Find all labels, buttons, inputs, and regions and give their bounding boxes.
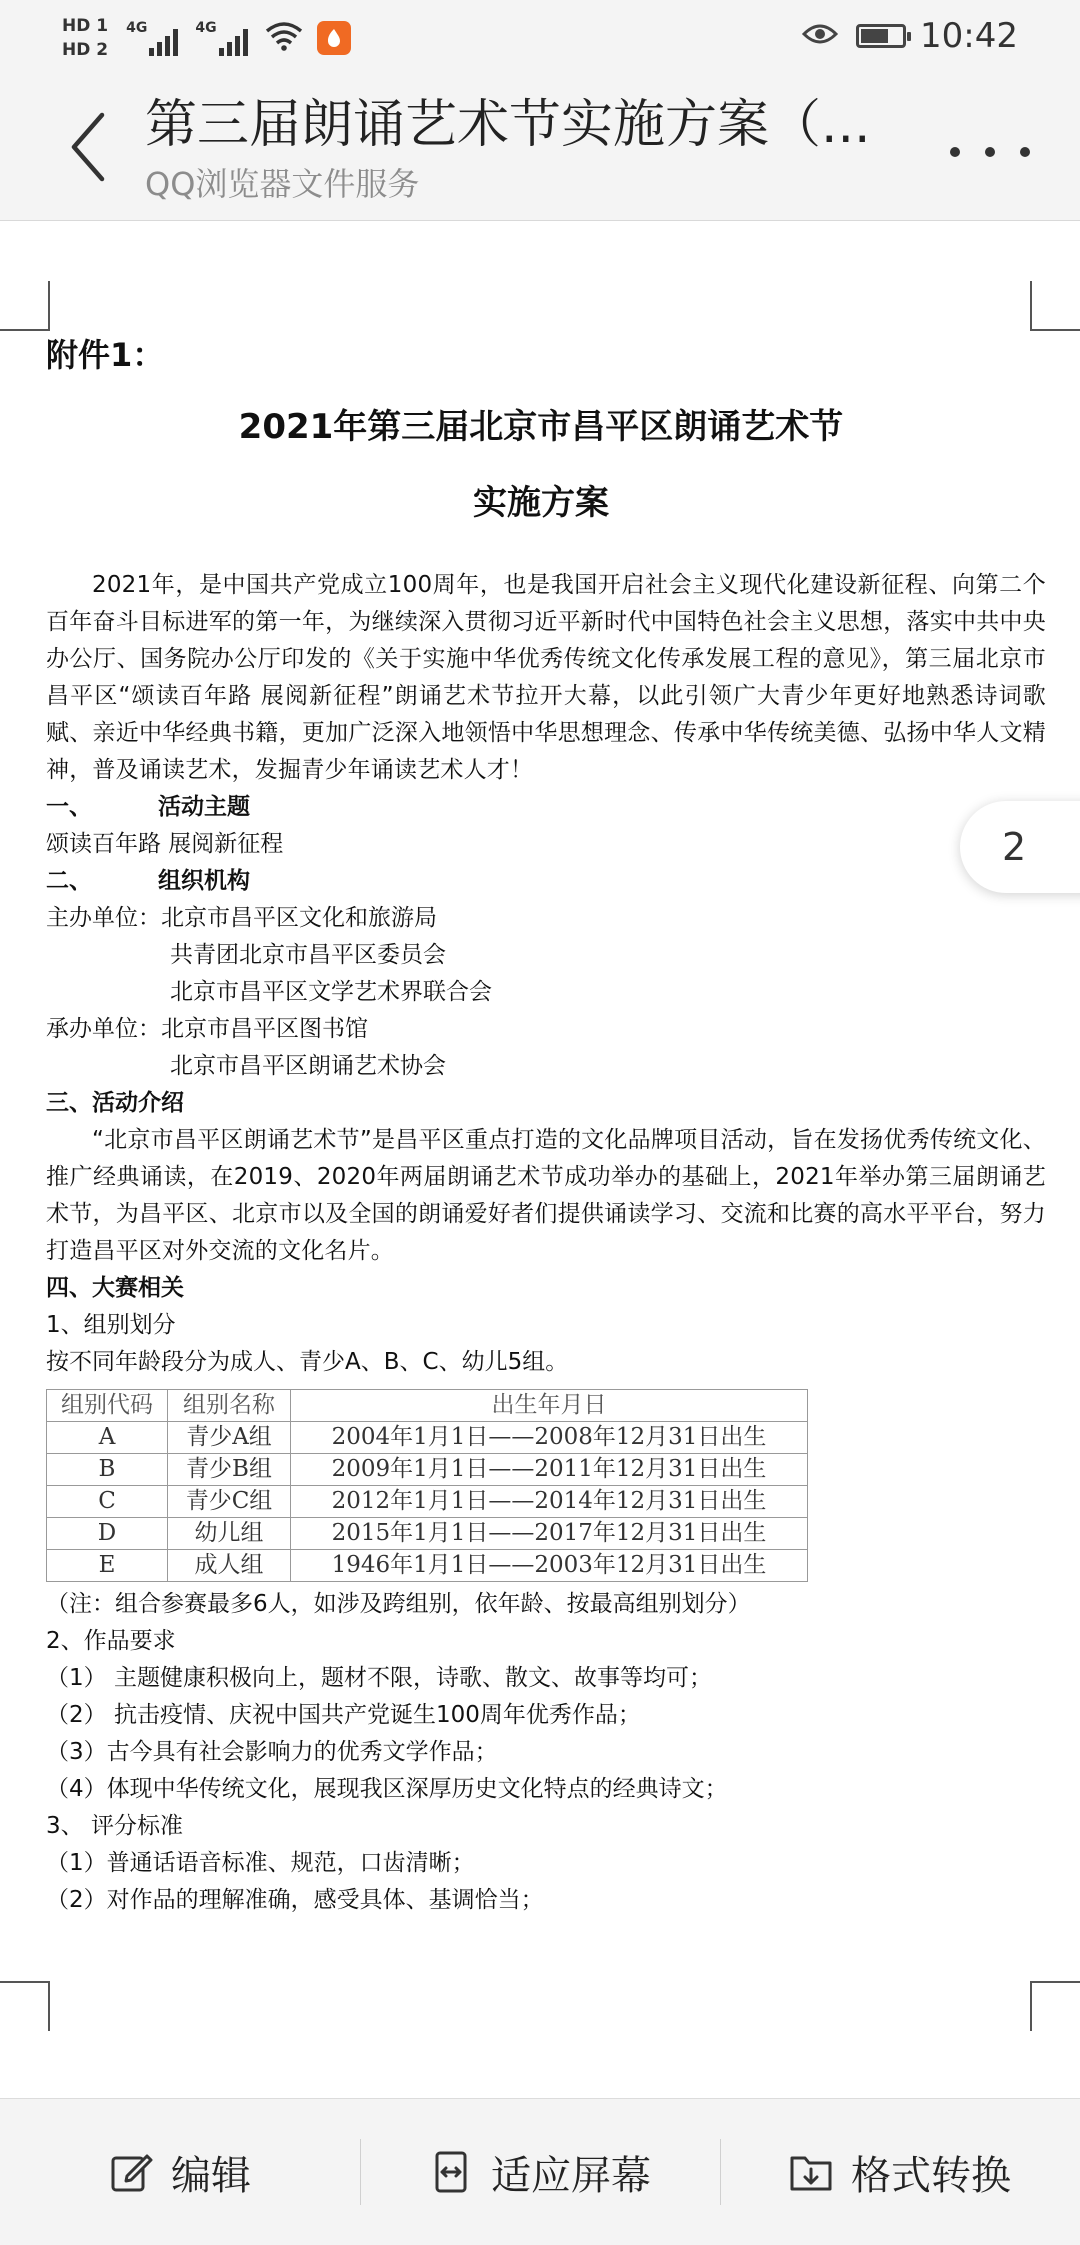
table-cell: E bbox=[47, 1550, 168, 1582]
hd1-label: HD 1 bbox=[62, 16, 109, 36]
fit-screen-icon bbox=[429, 2150, 473, 2194]
document-source: QQ浏览器文件服务 bbox=[145, 165, 420, 203]
subsection-heading: 1、组别划分 bbox=[46, 1312, 176, 1338]
section-heading-1 bbox=[46, 789, 1046, 826]
table-header-row bbox=[47, 1390, 808, 1422]
doc-title-line2: 实施方案 bbox=[473, 483, 609, 523]
organizer-label: 承办单位： bbox=[46, 1016, 161, 1042]
format-convert-icon bbox=[789, 2150, 833, 2194]
section-title: 活动主题 bbox=[158, 794, 250, 820]
group-table bbox=[46, 1389, 808, 1582]
status-bar bbox=[0, 0, 1080, 72]
host-unit: 北京市昌平区文学艺术界联合会 bbox=[170, 979, 492, 1005]
intro-paragraph: 2021年，是中国共产党成立100周年，也是我国开启社会主义现代化建设新征程、向第二个百年奋斗目标进军的第一年，为继续深入贯彻习近平新时代中国特色社会主义思想，落实中共中央办公厅、国务院办公厅印发的《关于实施中华优秀传统文化传承发展工程的意见》，第三届北京市昌平区“颂读百年路 展阅新征程”朗诵艺术节拉开大幕，以此引领广大青少年更好地熟悉诗词歌赋、亲近中华经典书籍，更加广泛深入地领悟中华思想理念、传承中华传统美德、弘扬中华人文精神，普及诵读艺术，发掘青少年诵读艺术人才！ bbox=[46, 572, 1046, 783]
signal-icon bbox=[126, 20, 181, 56]
back-button[interactable] bbox=[58, 102, 118, 192]
signal1-label: 4G bbox=[126, 20, 148, 36]
table-cell: 青少A组 bbox=[168, 1422, 291, 1454]
more-options-button[interactable] bbox=[950, 132, 1030, 172]
fit-screen-button[interactable] bbox=[360, 2099, 720, 2245]
signal-icon-2 bbox=[195, 20, 250, 56]
attachment-label: 附件1： bbox=[46, 336, 165, 374]
section-heading-4: 四、大赛相关 bbox=[46, 1275, 184, 1301]
app-header bbox=[0, 72, 1080, 221]
status-left bbox=[62, 10, 351, 66]
subsection-heading: 3、 评分标准 bbox=[46, 1813, 183, 1839]
requirement-item: （3）古今具有社会影响力的优秀文学作品； bbox=[46, 1739, 498, 1765]
signal2-label: 4G bbox=[195, 20, 217, 36]
more-dot-icon bbox=[985, 147, 995, 157]
edit-button[interactable] bbox=[0, 2099, 360, 2245]
edit-label: 编辑 bbox=[171, 2152, 251, 2199]
requirement-item: （1） 主题健康积极向上，题材不限，诗歌、散文、故事等均可； bbox=[46, 1665, 712, 1691]
hd-icon bbox=[62, 14, 108, 62]
host-unit: 北京市昌平区文化和旅游局 bbox=[161, 905, 437, 931]
table-cell: 1946年1月1日——2003年12月31日出生 bbox=[291, 1550, 808, 1582]
page-corner-mark bbox=[1030, 1981, 1080, 2031]
format-convert-button[interactable] bbox=[720, 2099, 1080, 2245]
section-heading-2 bbox=[46, 863, 1046, 900]
requirement-item: （2） 抗击疫情、庆祝中国共产党诞生100周年优秀作品； bbox=[46, 1702, 641, 1728]
page-number-indicator[interactable]: 2 bbox=[960, 801, 1080, 893]
organizer-unit: 北京市昌平区图书馆 bbox=[161, 1016, 368, 1042]
page-content bbox=[46, 331, 1046, 1919]
criteria-item: （2）对作品的理解准确，感受具体、基调恰当； bbox=[46, 1887, 544, 1913]
organizer-unit: 北京市昌平区朗诵艺术协会 bbox=[170, 1053, 446, 1079]
table-row bbox=[47, 1486, 808, 1518]
section-title: 组织机构 bbox=[158, 868, 250, 894]
back-arrow-icon bbox=[68, 111, 108, 183]
table-cell: A bbox=[47, 1422, 168, 1454]
table-cell: 幼儿组 bbox=[168, 1518, 291, 1550]
hd2-label: HD 2 bbox=[62, 40, 109, 60]
app-notification-icon bbox=[317, 21, 351, 55]
page-corner-mark bbox=[1030, 281, 1080, 331]
table-cell: 青少B组 bbox=[168, 1454, 291, 1486]
section-number: 二、 bbox=[46, 868, 92, 894]
clock: 10:42 bbox=[920, 16, 1018, 56]
wifi-icon bbox=[265, 21, 303, 55]
table-cell: 2012年1月1日——2014年12月31日出生 bbox=[291, 1486, 808, 1518]
document-viewer[interactable] bbox=[0, 221, 1080, 2098]
table-header-cell: 出生年月日 bbox=[291, 1390, 808, 1422]
host-row bbox=[46, 900, 1046, 937]
table-cell: D bbox=[47, 1518, 168, 1550]
criteria-item: （1）普通话语音标准、规范，口齿清晰； bbox=[46, 1850, 475, 1876]
more-dot-icon bbox=[950, 147, 960, 157]
table-row bbox=[47, 1550, 808, 1582]
table-cell: 成人组 bbox=[168, 1550, 291, 1582]
table-cell: 2009年1月1日——2011年12月31日出生 bbox=[291, 1454, 808, 1486]
format-convert-label: 格式转换 bbox=[851, 2152, 1011, 2199]
theme-text: 颂读百年路 展阅新征程 bbox=[46, 831, 284, 857]
activity-intro-paragraph: “北京市昌平区朗诵艺术节”是昌平区重点打造的文化品牌项目活动，旨在发扬优秀传统文化、推广经典诵读，在2019、2020年两届朗诵艺术节成功举办的基础上，2021年举办第三届朗诵艺术节，为昌平区、北京市以及全国的朗诵爱好者们提供诵读学习、交流和比赛的高水平平台，努力打造昌平区对外交流的文化名片。 bbox=[46, 1127, 1046, 1264]
table-cell: C bbox=[47, 1486, 168, 1518]
table-cell: 2015年1月1日——2017年12月31日出生 bbox=[291, 1518, 808, 1550]
table-cell: 青少C组 bbox=[168, 1486, 291, 1518]
table-row bbox=[47, 1454, 808, 1486]
edit-icon bbox=[109, 2150, 153, 2194]
table-row bbox=[47, 1422, 808, 1454]
section-heading-3: 三、活动介绍 bbox=[46, 1090, 184, 1116]
table-header-cell: 组别代码 bbox=[47, 1390, 168, 1422]
more-dot-icon bbox=[1020, 147, 1030, 157]
table-note: （注：组合参赛最多6人，如涉及跨组别，依年龄、按最高组别划分） bbox=[46, 1591, 751, 1617]
fit-screen-label: 适应屏幕 bbox=[491, 2152, 651, 2199]
host-label: 主办单位： bbox=[46, 905, 161, 931]
group-division-text: 按不同年龄段分为成人、青少A、B、C、幼儿5组。 bbox=[46, 1349, 569, 1375]
subsection-heading: 2、作品要求 bbox=[46, 1628, 176, 1654]
doc-title-line1: 2021年第三届北京市昌平区朗诵艺术节 bbox=[238, 407, 844, 447]
section-number: 一、 bbox=[46, 794, 92, 820]
table-row bbox=[47, 1518, 808, 1550]
organizer-row bbox=[46, 1011, 1046, 1048]
battery-icon bbox=[856, 24, 906, 48]
table-header-cell: 组别名称 bbox=[168, 1390, 291, 1422]
host-unit: 共青团北京市昌平区委员会 bbox=[170, 942, 446, 968]
table-cell: B bbox=[47, 1454, 168, 1486]
bottom-toolbar bbox=[0, 2098, 1080, 2245]
eye-icon bbox=[802, 22, 838, 50]
table-cell: 2004年1月1日——2008年12月31日出生 bbox=[291, 1422, 808, 1454]
document-title: 第三届朗诵艺术节实施方案（... bbox=[145, 95, 871, 155]
requirement-item: （4）体现中华传统文化，展现我区深厚历史文化特点的经典诗文； bbox=[46, 1776, 728, 1802]
page-corner-mark bbox=[0, 281, 50, 331]
page-corner-mark bbox=[0, 1981, 50, 2031]
status-right bbox=[802, 14, 1018, 58]
